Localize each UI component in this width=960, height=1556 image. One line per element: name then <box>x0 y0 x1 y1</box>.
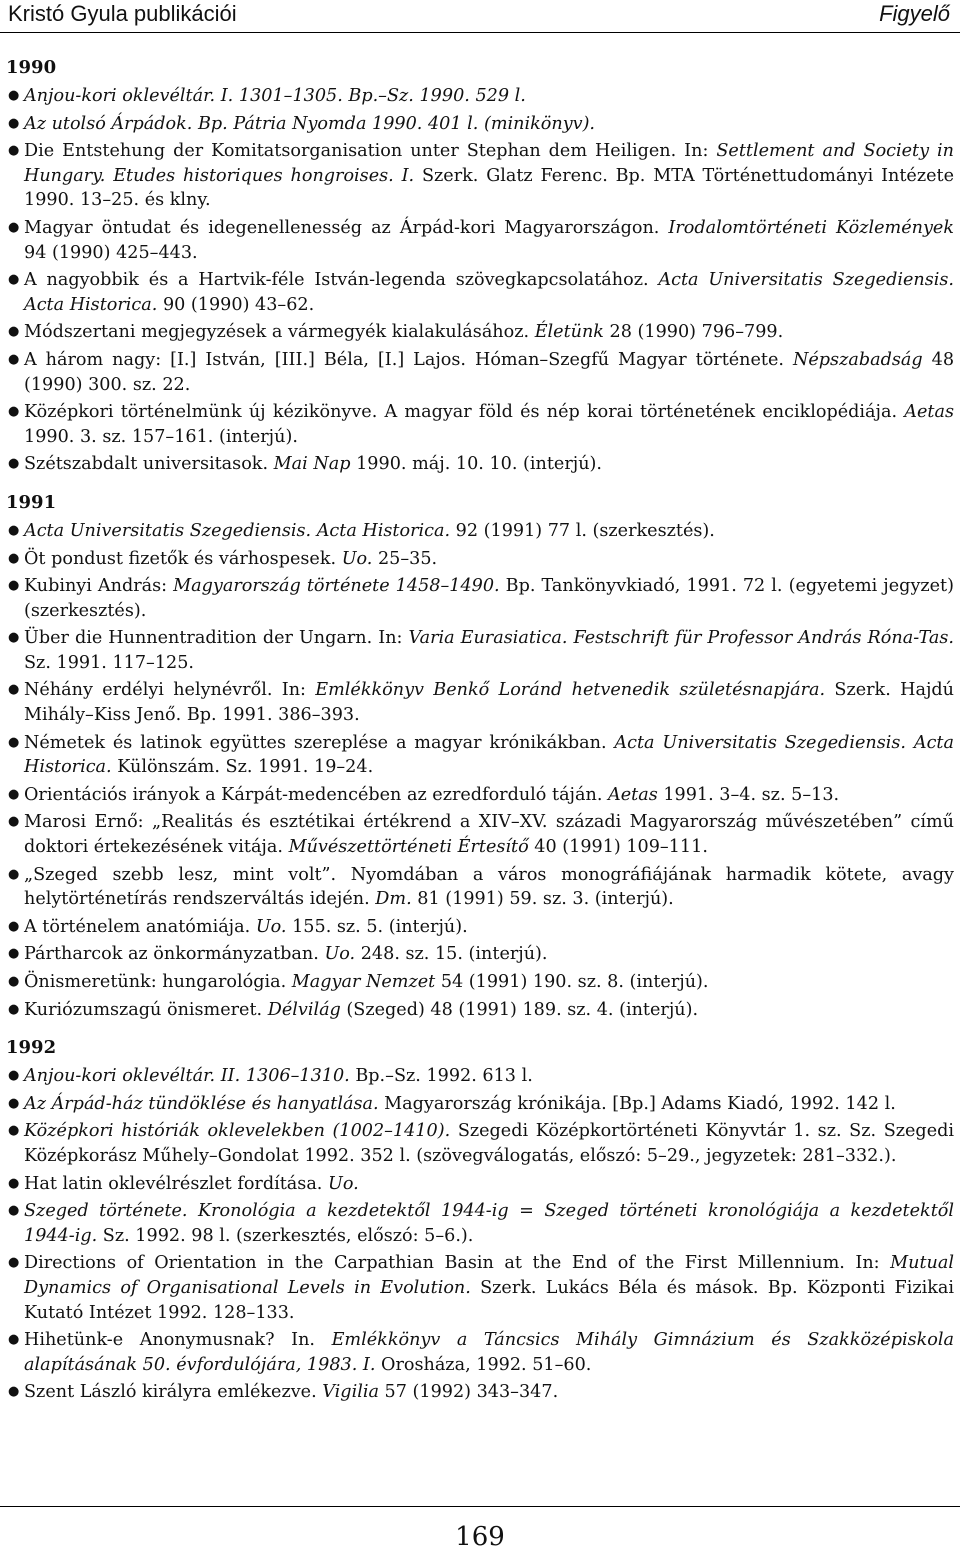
bullet-icon: ● <box>8 1384 20 1400</box>
entry-text: 81 (1991) 59. sz. 3. (interjú). <box>411 889 674 910</box>
entry-title-italic: Anjou-kori oklevéltár. I. 1301–1305. Bp.–Sz. 1990. 529 l. <box>24 86 526 106</box>
entry-text: Hat latin oklevélrészlet fordítása. <box>24 1173 328 1194</box>
entry-text: Szerk. Hajdú Mihály–Kiss Jenő. Bp. 1991. 386–393. <box>24 680 955 726</box>
list-item <box>6 268 954 317</box>
entry-title-italic: Mai Nap <box>273 454 351 475</box>
entry-title-italic: Délvilág <box>267 999 341 1020</box>
list-item <box>6 1199 954 1248</box>
year-section <box>6 491 954 1022</box>
list-item <box>6 810 954 859</box>
bullet-icon: ● <box>8 866 20 882</box>
entry-text: 25–35. <box>372 548 438 569</box>
entry-text: Hihetünk-e Anonymusnak? In. <box>24 1330 332 1351</box>
list-item <box>6 863 954 912</box>
bullet-icon: ● <box>8 272 20 288</box>
entry-title-italic: Uo. <box>324 944 356 965</box>
list-item <box>6 626 954 675</box>
entry-text: 94 (1990) 425–443. <box>24 242 198 263</box>
list-item <box>6 519 954 544</box>
entry-text: 54 (1991) 190. sz. 8. (interjú). <box>435 972 709 992</box>
entry-text: (Szeged) 48 (1991) 189. sz. 4. (interjú). <box>340 999 699 1020</box>
bullet-icon: ● <box>8 1332 20 1348</box>
entry-text: Szerk. Lukács Béla és mások. Bp. Központi Fizikai Kutató Intézet 1992. 128–133. <box>24 1277 955 1323</box>
list-item <box>6 1119 954 1168</box>
entry-text: 90 (1990) 43–62. <box>157 294 315 315</box>
entry-text: 248. sz. 15. (interjú). <box>355 944 548 965</box>
bullet-icon: ● <box>8 456 20 472</box>
entry-text: Sz. 1992. 98 l. (szerkesztés, előszó: 5–6.). <box>97 1225 474 1246</box>
entry-text: 92 (1991) 77 l. (szerkesztés). <box>450 520 715 541</box>
entry-text: Über die Hunnentradition der Ungarn. In: <box>24 628 409 649</box>
entry-text: A három nagy: [I.] István, [III.] Béla, [I.] Lajos. Hóman–Szegfű Magyar története. <box>24 349 793 370</box>
entry-title-italic: Emlékkönyv a Táncsics Mihály Gimnázium és Szakközépiskola alapításának 50. évfordulójára, 1983. I. <box>24 1330 955 1375</box>
list-item <box>6 1064 954 1089</box>
list-item <box>6 942 954 967</box>
footer-divider <box>0 1506 960 1507</box>
bullet-icon: ● <box>8 682 20 698</box>
entry-title-italic: Az Árpád-ház tündöklése és hanyatlása. <box>24 1093 379 1114</box>
entry-text: Orientációs irányok a Kárpát-medencében az ezredforduló táján. <box>24 784 609 805</box>
bullet-icon: ● <box>8 918 20 934</box>
entry-text: Különszám. Sz. 1991. 19–24. <box>111 757 374 778</box>
entry-title-italic: Vigilia <box>322 1382 379 1403</box>
year-heading: 1992 <box>6 1037 57 1059</box>
list-item <box>6 970 954 995</box>
list-item <box>6 84 954 109</box>
entry-text: 1990. 3. sz. 157–161. (interjú). <box>24 426 298 447</box>
entry-title-italic: Aetas <box>608 784 658 805</box>
bullet-icon: ● <box>8 324 20 340</box>
entry-text: A történelem anatómiája. <box>24 916 256 937</box>
bullet-icon: ● <box>8 1123 20 1139</box>
entry-title-italic: Settlement and Society in Hungary. Etudes historiques hongroises. I. <box>24 141 954 186</box>
entry-list <box>6 519 954 1022</box>
list-item <box>6 1251 954 1325</box>
year-section <box>6 56 954 477</box>
entry-title-italic: Aetas <box>904 402 954 423</box>
entry-title-italic: Uo. <box>341 548 373 569</box>
entry-title-italic: Szeged története. Kronológia a kezdetektől 1944-ig = Szeged történeti kronológiája a kezdetektől 1944-ig. <box>24 1201 954 1246</box>
entry-title-italic: Uo. <box>255 916 287 937</box>
entry-text: Magyarország krónikája. [Bp.] Adams Kiadó, 1992. 142 l. <box>378 1093 896 1114</box>
entry-text: Pártharcok az önkormányzatban. <box>24 944 325 965</box>
bullet-icon: ● <box>8 578 20 594</box>
bullet-icon: ● <box>8 115 20 131</box>
list-item <box>6 1092 954 1117</box>
list-item <box>6 1380 954 1405</box>
entry-text: Bp.–Sz. 1992. 613 l. <box>349 1066 533 1087</box>
entry-list <box>6 84 954 477</box>
bullet-icon: ● <box>8 1095 20 1111</box>
entry-text: Orosháza, 1992. 51–60. <box>375 1354 592 1375</box>
header-title: Kristó Gyula publikációi <box>8 1 237 26</box>
entry-title-italic: Varia Eurasiatica. Festschrift für Professor András Róna-Tas. <box>408 628 954 649</box>
entry-title-italic: Anjou-kori oklevéltár. II. 1306–1310. <box>24 1066 350 1087</box>
entry-text: Kubinyi András: <box>24 576 174 597</box>
list-item <box>6 998 954 1023</box>
entry-text: Szerk. Glatz Ferenc. Bp. MTA Történettudományi Intézete 1990. 13–25. és klny. <box>24 165 955 211</box>
bullet-icon: ● <box>8 1068 20 1084</box>
entry-title-italic: Népszabadság <box>792 349 923 370</box>
entry-title-italic: Dm. <box>375 889 412 910</box>
entry-title-italic: Középkori históriák oklevelekben (1002–1410). <box>24 1121 451 1142</box>
entry-text: Magyar öntudat és idegenellenesség az Árpád-kori Magyarországon. <box>24 217 669 238</box>
entry-text: Módszertani megjegyzések a vármegyék kialakulásához. <box>24 322 535 343</box>
entry-list <box>6 1064 954 1405</box>
entry-text: 28 (1990) 796–799. <box>603 322 784 343</box>
entry-text: Szent László királyra emlékezve. <box>24 1382 323 1403</box>
bullet-icon: ● <box>8 630 20 646</box>
entry-text: 1990. máj. 10. 10. (interjú). <box>350 454 602 475</box>
list-item <box>6 731 954 780</box>
entry-text: Directions of Orientation in the Carpathian Basin at the End of the First Millennium. In: <box>24 1253 891 1274</box>
entry-text: Bp. Tankönyvkiadó, 1991. 72 l. (egyetemi jegyzet) (szerkesztés). <box>24 576 954 621</box>
entry-title-italic: Mutual Dynamics of Organisational Levels in Evolution. <box>24 1253 954 1298</box>
header-section: Figyelő <box>879 1 950 26</box>
entry-title-italic: Életünk <box>534 322 604 343</box>
page-number: 169 <box>455 1522 505 1552</box>
list-item <box>6 678 954 727</box>
list-item <box>6 112 954 137</box>
page-header <box>0 0 960 33</box>
entry-text: 57 (1992) 343–347. <box>378 1382 559 1403</box>
bullet-icon: ● <box>8 814 20 830</box>
bullet-icon: ● <box>8 404 20 420</box>
bullet-icon: ● <box>8 1001 20 1017</box>
entry-text: 40 (1991) 109–111. <box>528 837 708 858</box>
entry-text: Die Entstehung der Komitatsorganisation unter Stephan dem Heiligen. In: <box>24 141 717 162</box>
entry-text: Kuriózumszagú önismeret. <box>24 999 268 1020</box>
bullet-icon: ● <box>8 1255 20 1271</box>
bullet-icon: ● <box>8 1175 20 1191</box>
entry-text: 155. sz. 5. (interjú). <box>286 916 468 937</box>
list-item <box>6 320 954 345</box>
bullet-icon: ● <box>8 351 20 367</box>
list-item <box>6 400 954 449</box>
list-item <box>6 1328 954 1377</box>
list-item <box>6 574 954 623</box>
bullet-icon: ● <box>8 143 20 159</box>
entry-text: Középkori történelmünk új kézikönyve. A magyar föld és nép korai történetének enciklopédiája. <box>24 402 905 423</box>
entry-text: Sz. 1991. 117–125. <box>24 652 195 673</box>
entry-text: Öt pondust fizetők és várhospesek. <box>24 548 342 569</box>
entry-text: Szegedi Középkortörténeti Könyvtár 1. sz. Sz. Szegedi Középkorász Műhely–Gondolat 1992. 352 l. (szövegválogatás, előszó: 5–29., jegyzetek: 281–332.). <box>24 1121 954 1166</box>
entry-title-italic: Művészettörténeti Értesítő <box>288 837 529 858</box>
entry-title-italic: Acta Universitatis Szegediensis. Acta Historica. <box>24 732 954 778</box>
bullet-icon: ● <box>8 734 20 750</box>
entry-title-italic: Emlékkönyv Benkő Loránd hetvenedik születésnapjára. <box>315 680 826 701</box>
bullet-icon: ● <box>8 550 20 566</box>
entry-text: Németek és latinok együttes szereplése a magyar krónikákban. <box>24 732 615 753</box>
bullet-icon: ● <box>8 946 20 962</box>
bullet-icon: ● <box>8 786 20 802</box>
list-item <box>6 216 954 265</box>
entry-text: Szétszabdalt universitasok. <box>24 454 274 475</box>
bullet-icon: ● <box>8 522 20 538</box>
list-item <box>6 547 954 572</box>
entry-text: „Szeged szebb lesz, mint volt”. Nyomdában a város monográfiájának harmadik kötete, avagy helytörténetírás rendszerváltás idején. <box>24 864 954 910</box>
year-heading: 1990 <box>6 57 57 78</box>
entry-title-italic: Acta Universitatis Szegediensis. Acta Historica. <box>24 520 451 541</box>
list-item <box>6 783 954 808</box>
entry-title-italic: Uo. <box>328 1173 359 1194</box>
year-heading: 1991 <box>6 491 57 513</box>
bullet-icon: ● <box>8 88 20 103</box>
list-item <box>6 452 954 477</box>
list-item <box>6 348 954 397</box>
entry-title-italic: Magyarország története 1458–1490. <box>173 576 500 597</box>
entry-text: Önismeretünk: hungarológia. <box>24 972 292 992</box>
entry-title-italic: Magyar Nemzet <box>291 972 436 992</box>
entry-text: A nagyobbik és a Hartvik-féle István-legenda szövegkapcsolatához. <box>24 270 659 291</box>
list-item <box>6 915 954 940</box>
entry-text: 48 (1990) 300. sz. 22. <box>24 349 955 395</box>
bullet-icon: ● <box>8 219 20 235</box>
entry-text: 1991. 3–4. sz. 5–13. <box>657 784 840 805</box>
entry-title-italic: Acta Universitatis Szegediensis. Acta Historica. <box>24 270 954 315</box>
bibliography-list <box>6 56 954 1419</box>
year-section <box>6 1036 954 1405</box>
list-item <box>6 1172 954 1197</box>
bullet-icon: ● <box>8 974 20 989</box>
list-item <box>6 139 954 213</box>
entry-title-italic: Irodalomtörténeti Közlemények <box>668 217 954 238</box>
entry-title-italic: Az utolsó Árpádok. Bp. Pátria Nyomda 1990. 401 l. (minikönyv). <box>24 113 596 134</box>
entry-text: Marosi Ernő: „Realitás és esztétikai értékrend a XIV–XV. századi Magyarország művészetében” című doktori értekezésének vitája. <box>24 812 954 858</box>
entry-text: Néhány erdélyi helynévről. In: <box>24 680 316 701</box>
bullet-icon: ● <box>8 1203 20 1219</box>
